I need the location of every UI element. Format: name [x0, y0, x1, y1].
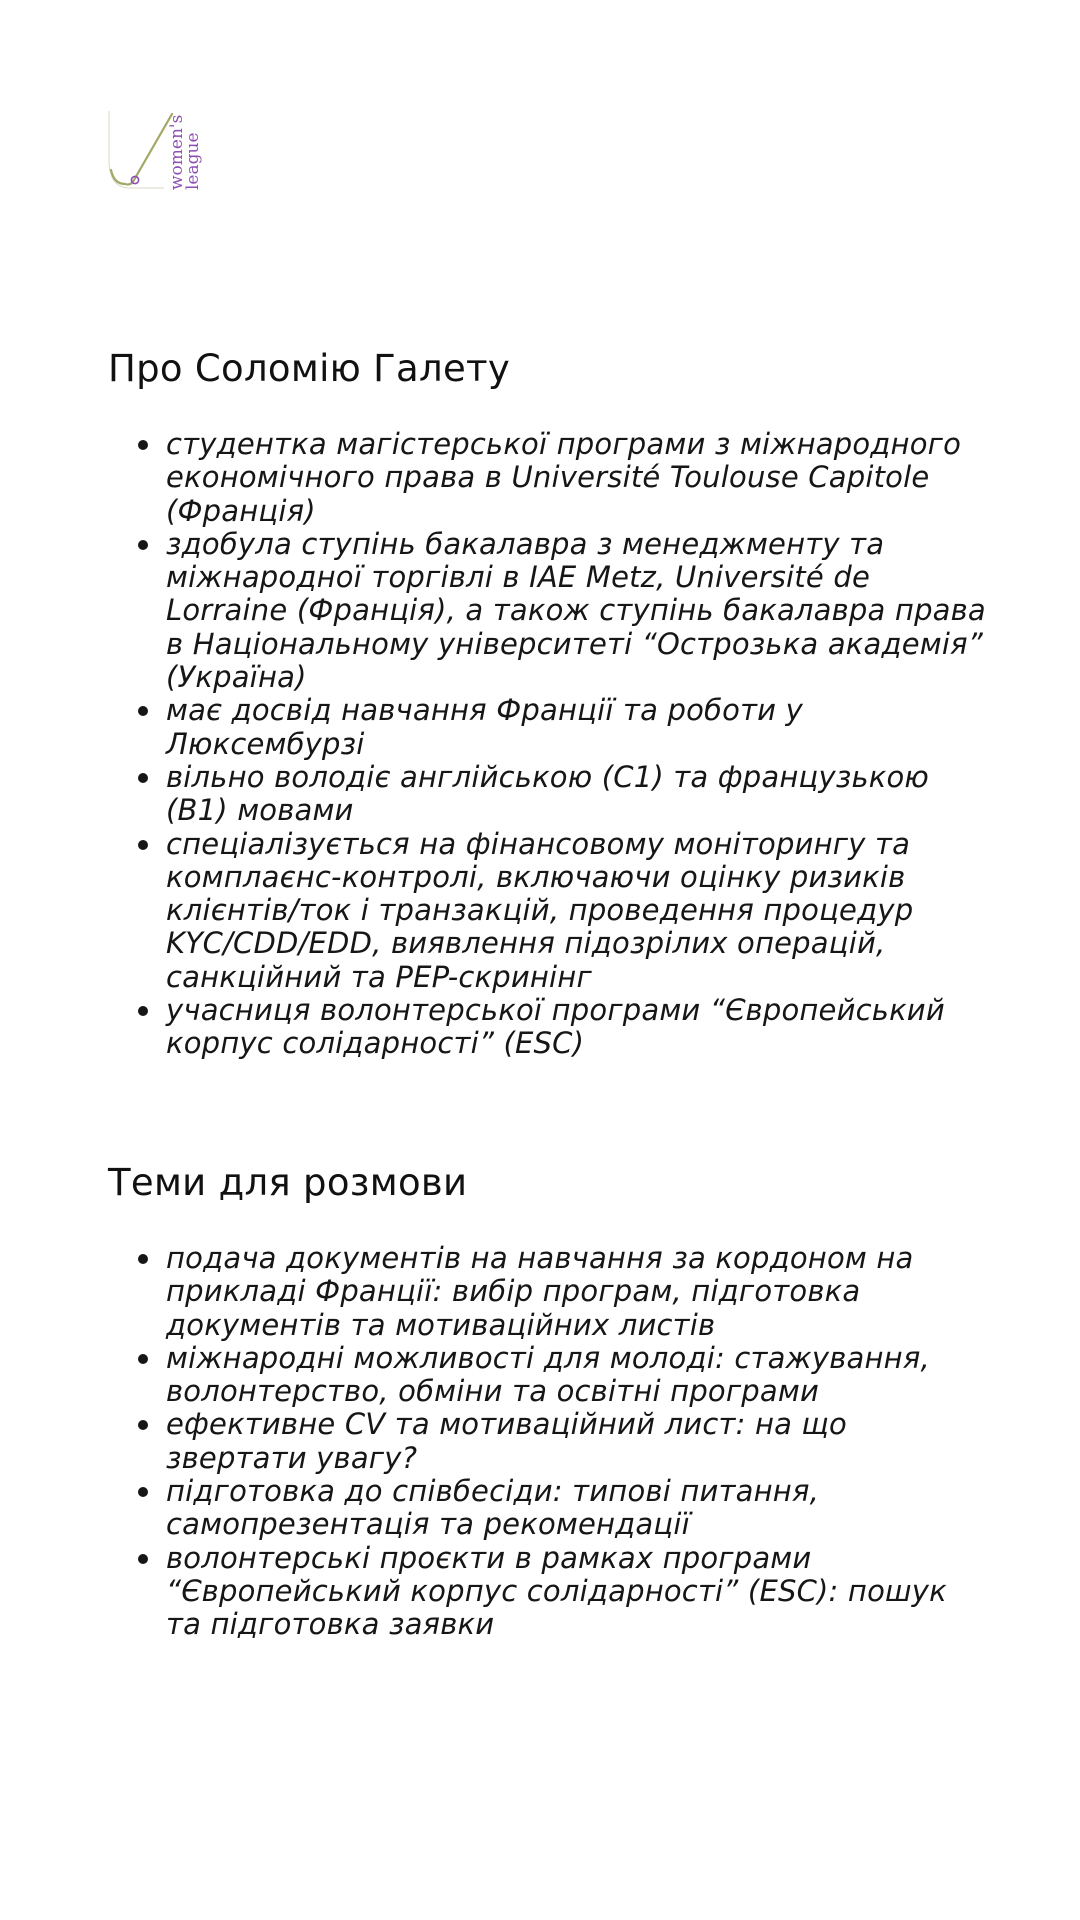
bullet-icon [138, 1354, 148, 1364]
bullet-icon [138, 540, 148, 550]
bio-heading: Про Соломію Галету [108, 347, 511, 390]
list-item-text: волонтерські проєкти в рамках програми “Європейський корпус солідарності” (ESC): пошук та підготовка заявки [166, 1540, 947, 1642]
topics-heading: Теми для розмови [108, 1161, 468, 1204]
list-item [108, 1408, 988, 1475]
list-item [108, 1542, 988, 1642]
list-item-text: учасниця волонтерської програми “Європейський корпус солідарності” (ESC) [166, 993, 945, 1061]
womens-league-logo-mark [108, 108, 203, 194]
list-item [108, 1475, 988, 1542]
list-item [108, 761, 988, 828]
bullet-icon [138, 1554, 148, 1564]
bullet-icon [138, 440, 148, 450]
list-item [108, 1342, 988, 1409]
bullet-icon [138, 1420, 148, 1430]
list-item-text: має досвід навчання Франції та роботи у Люксембурзі [166, 693, 804, 761]
list-item-text: підготовка до співбесіди: типові питання, самопрезентація та рекомендації [166, 1474, 820, 1542]
list-item-text: вільно володіє англійською (C1) та французькою (B1) мовами [166, 759, 930, 828]
topics-list [108, 1242, 988, 1642]
bio-section [108, 346, 988, 1061]
logo-line-2: league [183, 132, 203, 190]
logo-line-1: women's [167, 114, 187, 190]
list-item-text: здобула ступінь бакалавра з менеджменту та міжнародної торгівлі в IAE Metz, Université de Lorraine (Франція), а також ступінь бакалавра права в Національному університеті “Острозька академія” (Україна) [166, 526, 986, 695]
bullet-icon [138, 706, 148, 716]
bio-list [108, 428, 988, 1061]
topics-section [108, 1160, 988, 1642]
list-item [108, 994, 988, 1061]
list-item-text: ефективне CV та мотиваційний лист: на що звертати увагу? [166, 1407, 847, 1475]
list-item-text: міжнародні можливості для молоді: стажування, волонтерство, обміни та освітні програми [166, 1340, 930, 1409]
list-item [108, 528, 988, 694]
list-item [108, 694, 988, 761]
list-item [108, 1242, 988, 1342]
bullet-icon [138, 773, 148, 783]
bullet-icon [138, 1254, 148, 1264]
list-item-text: спеціалізується на фінансовому моніторингу та комплаєнс-контролі, включаючи оцінку ризиків клієнтів/ток і транзакцій, проведення процедур KYC/CDD/EDD, виявлення підозрілих операцій, санкційний та PEP-скринінг [166, 826, 914, 994]
list-item-text: подача документів на навчання за кордоном на прикладі Франції: вибір програм, підготовка документів та мотиваційних листів [166, 1241, 914, 1342]
list-item [108, 828, 988, 994]
womens-league-logo [108, 108, 203, 194]
bullet-icon [138, 1487, 148, 1497]
list-item-text: студентка магістерської програми з міжнародного економічного права в Université Toulouse Capitole (Франція) [166, 427, 962, 528]
bullet-icon [138, 840, 148, 850]
bullet-icon [138, 1006, 148, 1016]
list-item [108, 428, 988, 528]
